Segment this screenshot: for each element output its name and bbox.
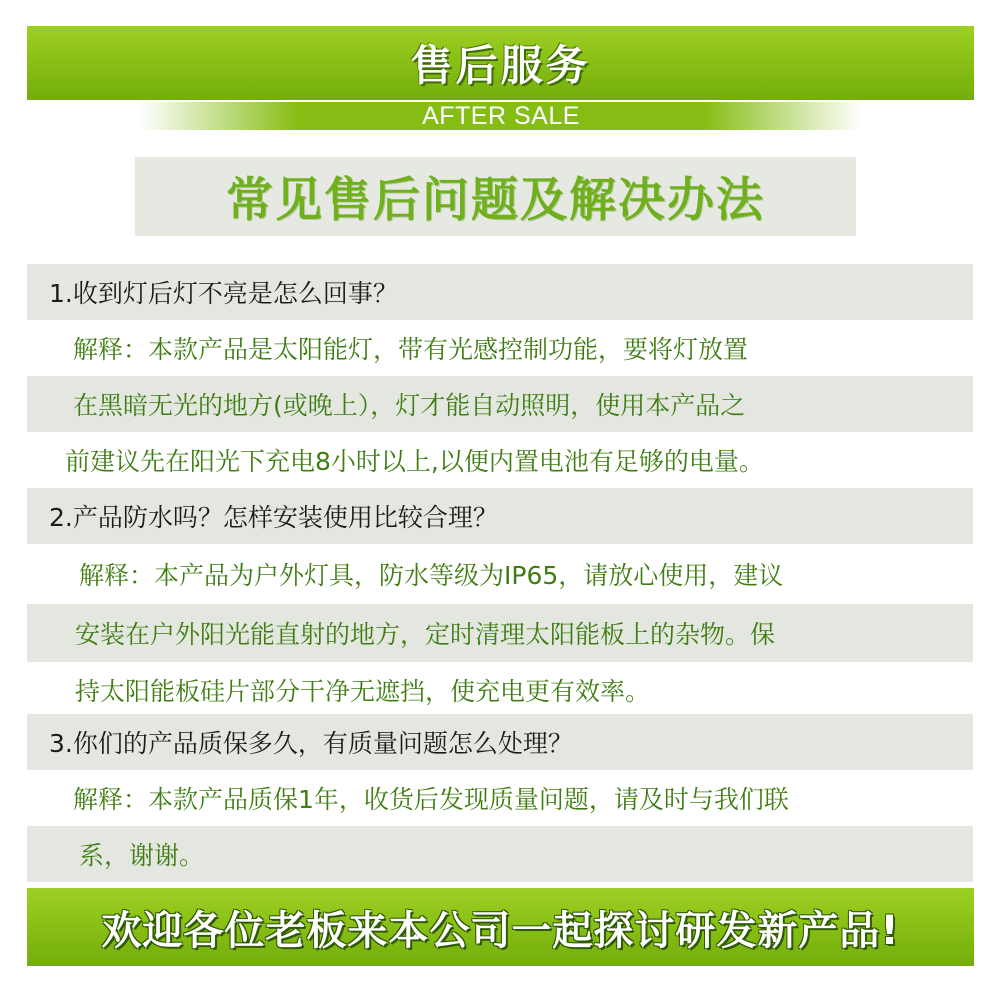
faq-answer-line: 解释：本产品为户外灯具，防水等级为IP65，请放心使用，建议 bbox=[79, 561, 784, 590]
faq-answer-row bbox=[27, 320, 973, 376]
faq-answer-row bbox=[27, 432, 973, 488]
faq-answer-row bbox=[27, 826, 973, 882]
faq-title: 常见售后问题及解决办法 bbox=[226, 173, 765, 228]
faq-answer-row bbox=[27, 604, 973, 662]
faq-question-row bbox=[27, 714, 973, 770]
faq-answer-row bbox=[27, 544, 973, 604]
faq-question-row bbox=[27, 488, 973, 544]
faq-question: 3.你们的产品质保多久，有质量问题怎么处理？ bbox=[49, 729, 573, 758]
faq-answer-row bbox=[27, 376, 973, 432]
footer-banner bbox=[27, 888, 974, 966]
faq-answer-line: 持太阳能板硅片部分干净无遮挡，使充电更有效率。 bbox=[75, 677, 651, 706]
faq-question-row bbox=[27, 264, 973, 320]
faq-question: 1.收到灯后灯不亮是怎么回事？ bbox=[49, 279, 398, 308]
subtitle-banner bbox=[140, 102, 862, 130]
faq-answer-line: 解释：本款产品质保1年，收货后发现质量问题，请及时与我们联 bbox=[73, 785, 789, 814]
faq-answer-line: 解释：本款产品是太阳能灯，带有光感控制功能，要将灯放置 bbox=[73, 335, 749, 364]
header-banner bbox=[27, 26, 974, 100]
header-title: 售后服务 bbox=[410, 41, 591, 90]
faq-title-banner bbox=[135, 157, 856, 236]
faq-answer-line: 安装在户外阳光能直射的地方，定时清理太阳能板上的杂物。保 bbox=[75, 620, 776, 649]
faq-answer-row bbox=[27, 770, 973, 826]
header-subtitle: AFTER SALE bbox=[422, 101, 580, 130]
faq-answer-line: 在黑暗无光的地方(或晚上），灯才能自动照明，使用本产品之 bbox=[73, 391, 746, 420]
faq-answer-line: 前建议先在阳光下充电8小时以上,以便内置电池有足够的电量。 bbox=[65, 447, 764, 476]
faq-answer-row bbox=[27, 662, 973, 718]
footer-text: 欢迎各位老板来本公司一起探讨研发新产品! bbox=[101, 907, 900, 954]
faq-answer-line: 系，谢谢。 bbox=[79, 841, 205, 870]
faq-question: 2.产品防水吗？怎样安装使用比较合理？ bbox=[49, 503, 498, 532]
